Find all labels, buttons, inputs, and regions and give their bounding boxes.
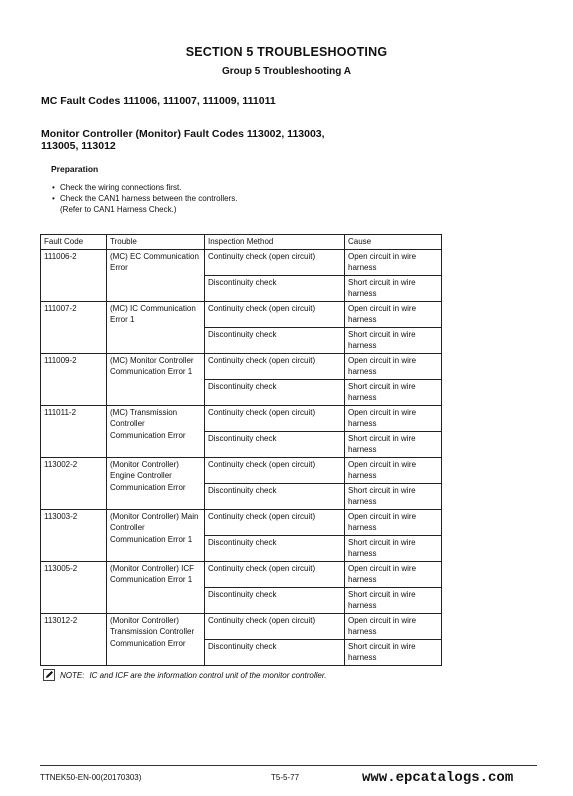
- header-trouble: Trouble: [107, 235, 205, 250]
- cell-trouble: (Monitor Controller) Engine Controller Communication Error: [107, 457, 205, 509]
- cell-inspection-method: Discontinuity check: [205, 483, 345, 509]
- footer-rule: [40, 765, 537, 766]
- preparation-title: Preparation: [51, 164, 99, 174]
- group-title: Group 5 Troubleshooting A: [221, 66, 352, 77]
- cell-cause: Short circuit in wire harness: [345, 535, 442, 561]
- cell-inspection-method: Discontinuity check: [205, 587, 345, 613]
- cell-inspection-method: Continuity check (open circuit): [205, 509, 345, 535]
- cell-cause: Open circuit in wire harness: [345, 405, 442, 431]
- preparation-item: [51, 193, 237, 215]
- cell-inspection-method: Continuity check (open circuit): [205, 249, 345, 275]
- footer-site-watermark: www.epcatalogs.com: [362, 770, 514, 786]
- cell-inspection-method: Discontinuity check: [205, 275, 345, 301]
- cell-fault-code: 111007-2: [41, 301, 107, 353]
- pencil-icon: [43, 669, 55, 681]
- header-cause: Cause: [345, 235, 442, 250]
- preparation-item-subtext: (Refer to CAN1 Harness Check.): [60, 205, 177, 214]
- table-row: [41, 249, 442, 275]
- note-text: IC and ICF are the information control unit of the monitor controller.: [89, 670, 327, 680]
- preparation-item-text: Check the CAN1 harness between the controllers.: [60, 194, 238, 203]
- cell-inspection-method: Discontinuity check: [205, 535, 345, 561]
- table-row: [41, 353, 442, 379]
- note: [43, 669, 326, 681]
- cell-cause: Open circuit in wire harness: [345, 457, 442, 483]
- cell-cause: Short circuit in wire harness: [345, 639, 442, 665]
- table-row: [41, 301, 442, 327]
- cell-inspection-method: Continuity check (open circuit): [205, 301, 345, 327]
- cell-inspection-method: Discontinuity check: [205, 639, 345, 665]
- cell-fault-code: 113005-2: [41, 561, 107, 613]
- cell-trouble: (MC) EC Communication Error: [107, 249, 205, 301]
- cell-cause: Short circuit in wire harness: [345, 275, 442, 301]
- heading-mc-fault-codes: MC Fault Codes 111006, 111007, 111009, 111011: [41, 95, 276, 107]
- footer-doc-code: TTNEK50-EN-00(20170303): [40, 773, 142, 782]
- table-body: [41, 249, 442, 665]
- cell-cause: Short circuit in wire harness: [345, 483, 442, 509]
- footer-page-number: T5-5-77: [271, 773, 300, 782]
- cell-trouble: (MC) Transmission Controller Communication Error: [107, 405, 205, 457]
- cell-fault-code: 111011-2: [41, 405, 107, 457]
- table-row: [41, 509, 442, 535]
- table-row: [41, 457, 442, 483]
- cell-fault-code: 113012-2: [41, 613, 107, 665]
- section-title: SECTION 5 TROUBLESHOOTING: [185, 45, 388, 59]
- header-fault-code: Fault Code: [41, 235, 107, 250]
- preparation-list: [51, 182, 237, 215]
- cell-fault-code: 113003-2: [41, 509, 107, 561]
- cell-inspection-method: Continuity check (open circuit): [205, 353, 345, 379]
- note-label: NOTE:: [60, 670, 85, 680]
- heading-monitor-fault-codes: Monitor Controller (Monitor) Fault Codes 113002, 113003, 113005, 113012: [41, 128, 325, 152]
- cell-fault-code: 111006-2: [41, 249, 107, 301]
- cell-cause: Short circuit in wire harness: [345, 431, 442, 457]
- header-inspection-method: Inspection Method: [205, 235, 345, 250]
- cell-inspection-method: Continuity check (open circuit): [205, 613, 345, 639]
- cell-inspection-method: Continuity check (open circuit): [205, 405, 345, 431]
- cell-inspection-method: Discontinuity check: [205, 327, 345, 353]
- table-row: [41, 405, 442, 431]
- preparation-item-text: Check the wiring connections first.: [60, 183, 182, 192]
- cell-cause: Open circuit in wire harness: [345, 613, 442, 639]
- table-row: [41, 613, 442, 639]
- cell-inspection-method: Discontinuity check: [205, 431, 345, 457]
- cell-cause: Short circuit in wire harness: [345, 587, 442, 613]
- cell-inspection-method: Discontinuity check: [205, 379, 345, 405]
- cell-trouble: (Monitor Controller) Transmission Controller Communication Error: [107, 613, 205, 665]
- cell-inspection-method: Continuity check (open circuit): [205, 457, 345, 483]
- cell-fault-code: 111009-2: [41, 353, 107, 405]
- table-header-row: [41, 235, 442, 250]
- cell-fault-code: 113002-2: [41, 457, 107, 509]
- cell-cause: Open circuit in wire harness: [345, 561, 442, 587]
- cell-cause: Open circuit in wire harness: [345, 301, 442, 327]
- cell-trouble: (Monitor Controller) Main Controller Communication Error 1: [107, 509, 205, 561]
- cell-cause: Short circuit in wire harness: [345, 327, 442, 353]
- cell-trouble: (MC) IC Communication Error 1: [107, 301, 205, 353]
- cell-trouble: (MC) Monitor Controller Communication Error 1: [107, 353, 205, 405]
- cell-cause: Open circuit in wire harness: [345, 509, 442, 535]
- table-row: [41, 561, 442, 587]
- fault-code-table: [40, 234, 442, 666]
- cell-cause: Short circuit in wire harness: [345, 379, 442, 405]
- cell-cause: Open circuit in wire harness: [345, 353, 442, 379]
- preparation-item: [51, 182, 237, 193]
- cell-inspection-method: Continuity check (open circuit): [205, 561, 345, 587]
- cell-trouble: (Monitor Controller) ICF Communication Error 1: [107, 561, 205, 613]
- cell-cause: Open circuit in wire harness: [345, 249, 442, 275]
